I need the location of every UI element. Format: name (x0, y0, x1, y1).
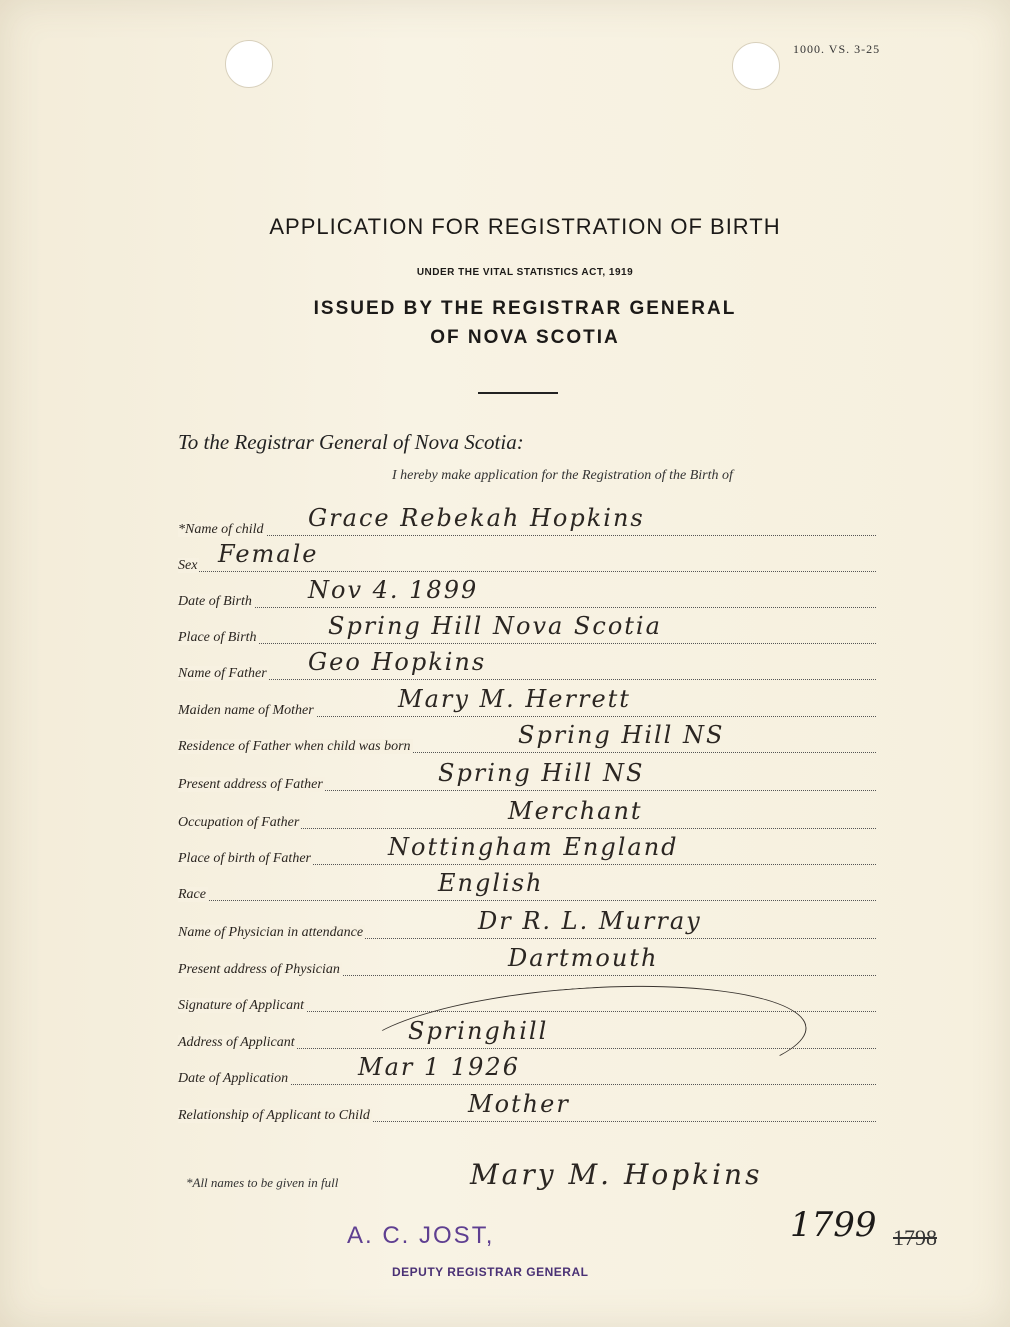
field-dotted-line (178, 535, 876, 536)
field-row (178, 504, 876, 538)
applicant-signature: Mary M. Hopkins (470, 1158, 763, 1191)
field-dotted-line (178, 643, 876, 644)
field-label-wrap (178, 851, 313, 867)
field-label-wrap (178, 962, 342, 978)
act-reference: UNDER THE VITAL STATISTICS ACT, 1919 (416, 267, 634, 278)
registration-number: 1799 (790, 1205, 877, 1245)
field-label-wrap (178, 558, 199, 574)
field-row (178, 907, 876, 941)
field-label: Residence of Father when child was born (178, 739, 411, 754)
crossed-out-number: 1798 (893, 1225, 937, 1250)
field-label-wrap (178, 1035, 297, 1051)
document-title: APPLICATION FOR REGISTRATION OF BIRTH (269, 214, 781, 239)
footnote: *All names to be given in full (186, 1175, 339, 1190)
stamp-name: A. C. JOST, (347, 1222, 495, 1249)
field-row (178, 540, 876, 574)
issuer-line-2: OF NOVA SCOTIA (430, 327, 620, 348)
field-label: Name of Father (178, 666, 267, 681)
field-label-wrap (178, 1071, 290, 1087)
field-value: Female (218, 540, 319, 568)
field-value: Merchant (508, 797, 643, 825)
field-value: Springhill (408, 1017, 549, 1045)
field-label: Place of Birth (178, 630, 257, 645)
field-label: Race (178, 887, 206, 902)
field-label-wrap (178, 703, 316, 719)
salutation: To the Registrar General of Nova Scotia: (178, 430, 524, 454)
field-label: Occupation of Father (178, 815, 300, 830)
field-value: Grace Rebekah Hopkins (308, 504, 645, 532)
field-label: Address of Applicant (178, 1035, 295, 1050)
stamp-title: DEPUTY REGISTRAR GENERAL (392, 1265, 589, 1279)
field-value: Mar 1 1926 (358, 1053, 520, 1081)
field-label: Maiden name of Mother (178, 703, 314, 718)
punch-hole-right (732, 42, 780, 90)
field-label: Date of Application (178, 1071, 289, 1086)
field-label-wrap (178, 630, 259, 646)
field-label: Relationship of Applicant to Child (178, 1108, 370, 1123)
field-value: Dr R. L. Murray (478, 907, 702, 935)
field-row (178, 944, 876, 978)
field-label-wrap (178, 739, 413, 755)
field-value: Mother (468, 1090, 570, 1118)
field-value: Mary M. Herrett (398, 685, 631, 713)
field-dotted-line (178, 900, 876, 901)
field-row (178, 869, 876, 903)
field-dotted-line (178, 571, 876, 572)
field-label: Place of birth of Father (178, 851, 311, 866)
field-label-wrap (178, 666, 269, 682)
field-label-wrap (178, 594, 254, 610)
field-value: Dartmouth (508, 944, 659, 972)
field-row (178, 759, 876, 793)
field-dotted-line (178, 607, 876, 608)
field-label: Present address of Father (178, 777, 323, 792)
field-label-wrap (178, 887, 208, 903)
field-row (178, 685, 876, 719)
field-label-wrap (178, 998, 306, 1014)
field-label-wrap (178, 522, 266, 538)
field-label: Date of Birth (178, 594, 252, 609)
field-value: Geo Hopkins (308, 648, 487, 676)
field-dotted-line (178, 679, 876, 680)
field-label-wrap (178, 925, 365, 941)
field-row (178, 648, 876, 682)
title-divider (478, 392, 558, 394)
form-code: 1000. VS. 3-25 (793, 42, 881, 56)
field-row (178, 721, 876, 755)
field-value: Spring Hill Nova Scotia (328, 612, 662, 640)
field-row (178, 833, 876, 867)
field-value: Nottingham England (388, 833, 679, 861)
field-label: Name of Physician in attendance (178, 925, 364, 940)
field-value: English (438, 869, 544, 897)
field-label-wrap (178, 1108, 372, 1124)
field-value: Spring Hill NS (518, 721, 725, 749)
field-label-wrap (178, 815, 301, 831)
field-row (178, 612, 876, 646)
field-row (178, 1090, 876, 1124)
field-label-wrap (178, 777, 325, 793)
field-label: Signature of Applicant (178, 998, 304, 1013)
field-label: Present address of Physician (178, 962, 340, 977)
punch-hole-left (225, 40, 273, 88)
issuer-line-1: ISSUED BY THE REGISTRAR GENERAL (313, 298, 737, 319)
field-value: Nov 4. 1899 (308, 576, 479, 604)
intro-text: I hereby make application for the Registration of the Birth of (392, 468, 733, 483)
field-row (178, 576, 876, 610)
field-value: Spring Hill NS (438, 759, 645, 787)
field-row (178, 797, 876, 831)
field-label: *Name of child (178, 522, 264, 537)
field-label: Sex (178, 558, 198, 573)
